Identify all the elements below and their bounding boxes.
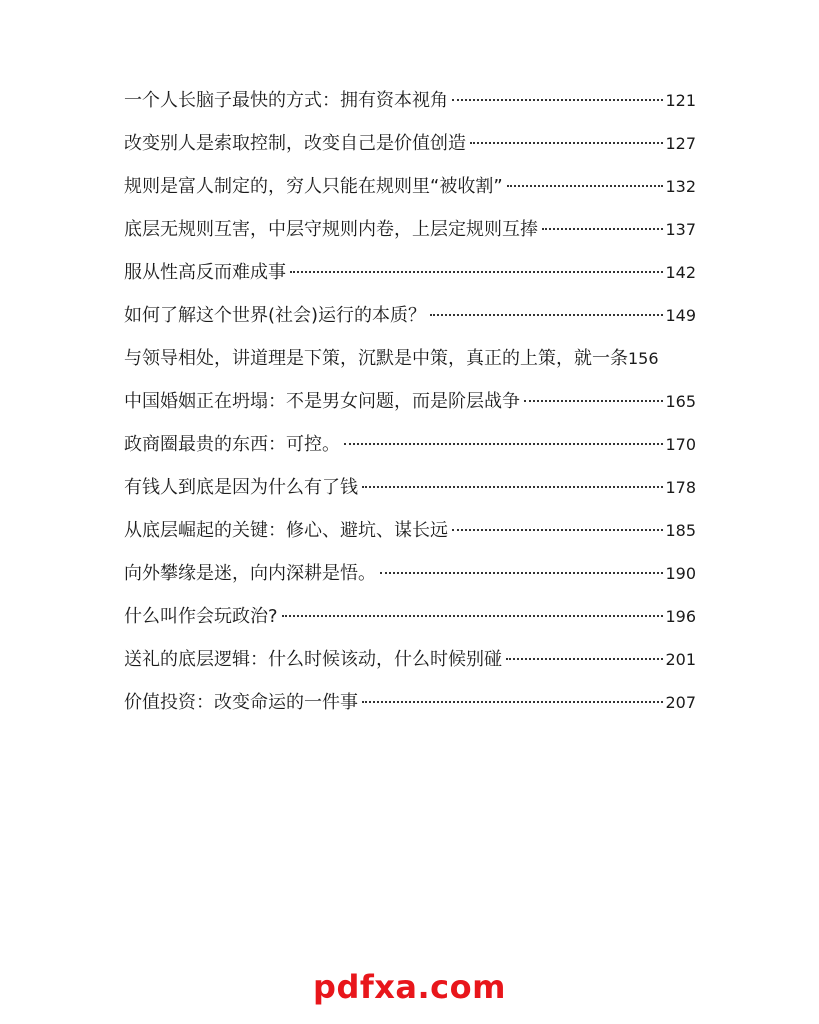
toc-entry-page: 132 — [665, 177, 696, 196]
toc-entry-page: 137 — [665, 220, 696, 239]
toc-entry[interactable] — [124, 557, 696, 600]
table-of-contents — [124, 84, 696, 729]
toc-entry[interactable] — [124, 471, 696, 514]
toc-entry-page: 190 — [665, 564, 696, 583]
toc-dot-leader — [470, 142, 663, 144]
toc-entry-page: 185 — [665, 521, 696, 540]
toc-entry-page: 165 — [665, 392, 696, 411]
toc-dot-leader — [430, 314, 663, 316]
toc-entry-page: 170 — [665, 435, 696, 454]
toc-entry[interactable] — [124, 84, 696, 127]
toc-entry[interactable] — [124, 342, 724, 385]
toc-entry-page: 156 — [628, 349, 659, 368]
toc-entry-title: 一个人长脑子最快的方式：拥有资本视角 — [124, 90, 448, 111]
toc-entry-title: 价值投资：改变命运的一件事 — [124, 692, 358, 713]
toc-entry-title: 规则是富人制定的，穷人只能在规则里“被收割” — [124, 176, 503, 197]
toc-entry[interactable] — [124, 428, 696, 471]
toc-entry-title: 与领导相处，讲道理是下策，沉默是中策，真正的上策，就一条 — [124, 348, 628, 369]
toc-dot-leader — [290, 271, 663, 273]
toc-dot-leader — [452, 529, 663, 531]
toc-dot-leader — [380, 572, 663, 574]
toc-entry-title: 送礼的底层逻辑：什么时候该动，什么时候别碰 — [124, 649, 502, 670]
toc-entry-title: 如何了解这个世界(社会)运行的本质？ — [124, 305, 427, 326]
toc-dot-leader — [344, 443, 663, 445]
toc-entry[interactable] — [124, 643, 696, 686]
toc-entry[interactable] — [124, 213, 696, 256]
toc-entry-page: 121 — [665, 91, 696, 110]
toc-dot-leader — [524, 400, 663, 402]
toc-entry[interactable] — [124, 385, 696, 428]
toc-entry[interactable] — [124, 256, 696, 299]
toc-entry[interactable] — [124, 170, 696, 213]
toc-dot-leader — [362, 701, 663, 703]
toc-entry-title: 向外攀缘是迷，向内深耕是悟。 — [124, 563, 376, 584]
toc-entry-page: 196 — [665, 607, 696, 626]
toc-entry-page: 149 — [665, 306, 696, 325]
toc-entry[interactable] — [124, 686, 696, 729]
toc-dot-leader — [282, 615, 664, 617]
toc-entry-page: 207 — [665, 693, 696, 712]
toc-dot-leader — [507, 185, 664, 187]
toc-entry-title: 底层无规则互害，中层守规则内卷，上层定规则互捧 — [124, 219, 538, 240]
site-watermark: pdfxa.com — [313, 968, 506, 1006]
toc-entry-title: 中国婚姻正在坍塌：不是男女问题，而是阶层战争 — [124, 391, 520, 412]
toc-entry-title: 有钱人到底是因为什么有了钱 — [124, 477, 358, 498]
toc-entry[interactable] — [124, 514, 696, 557]
toc-entry-title: 什么叫作会玩政治? — [124, 606, 278, 627]
toc-entry[interactable] — [124, 299, 696, 342]
toc-dot-leader — [452, 99, 663, 101]
toc-dot-leader — [362, 486, 663, 488]
toc-entry-title: 服从性高反而难成事 — [124, 262, 286, 283]
toc-dot-leader — [506, 658, 663, 660]
toc-entry[interactable] — [124, 600, 696, 643]
toc-dot-leader — [542, 228, 663, 230]
toc-entry-page: 201 — [665, 650, 696, 669]
toc-entry-title: 从底层崛起的关键：修心、避坑、谋长远 — [124, 520, 448, 541]
toc-entry-page: 142 — [665, 263, 696, 282]
toc-entry-title: 政商圈最贵的东西：可控。 — [124, 434, 340, 455]
toc-entry-page: 178 — [665, 478, 696, 497]
toc-entry[interactable] — [124, 127, 696, 170]
toc-entry-title: 改变别人是索取控制，改变自己是价值创造 — [124, 133, 466, 154]
toc-entry-page: 127 — [665, 134, 696, 153]
